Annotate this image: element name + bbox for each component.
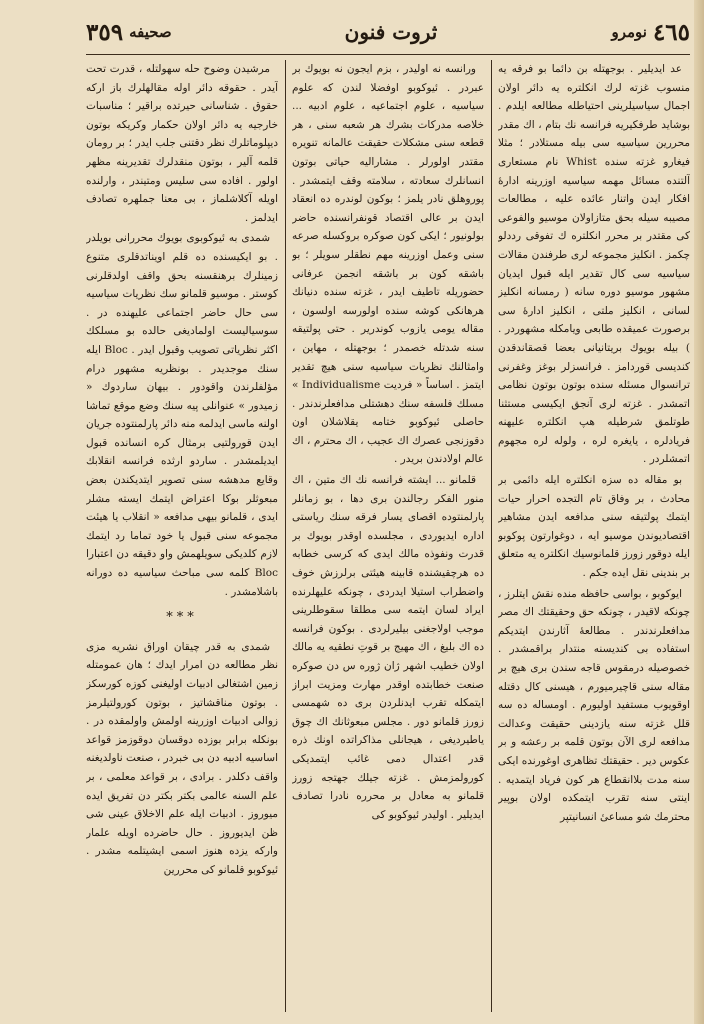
paragraph: شمدى به قدر چيقان اوراق نشريه مزى نظر مطالعه دن امرار ايدك ؛ هان عمومتله زمين اشتغالى ادبيات اوليغنى كوزه كورسكز . بوتون مناقشاتيز ، بوتون كورولتيلرمز زوالى ادبيات اوزرينه اولمش واولمقده در . بونكله برابر بوزده دوقسان دوقوزمز قواعد اساسيه ادبيه دن بى خبردر ، صنعت ناولديغنه واقف دكلدر . برادى ، بر قواعد معلمى ، بر علم السنه عالمى بكتر بكتر دن تفريق ايده ميوروز . ادبيات ايله علم الاخلاق عينى شى ظن ايديوروز . حال حاضرده اويله علمار واركه يزده هنوز اسمى ايشيتلمه مشدر . ئيوكوبو قلمانو كى محررين xyxy=(86,640,278,876)
column-divider xyxy=(491,60,492,1012)
page-number-box xyxy=(86,12,256,52)
page-header xyxy=(86,12,690,55)
paragraph: شمدى به ئيوكوبوى بويوك محررانى بويلدر . بو ايكيسنده ده قلم اويناتدقلرى متنوع زمينلرك برهنقسنه بحق واقف اولدقلرنى كوستر . موسيو قلمانو سك نظريات سياسيه سى حال حاضر اجتماعى عليهنده در . سوسياليست اولماديغى حالده بو مسلكك اكثر نظرياتى تصويب وقبول ايدر . Bloc ايله سنك موجديدر . بونظريه مشهور درام مؤلفلرندن واقودور . بيهان ساردوك « زميدور » عنوانلى پيه سنك وضع موقع تماشا اولنه ماسى ايدلمه منه دائر پارلمنتوده جريان ايدن قورولتيى برمثال كره انسانده قبول ايديلمشدر . ساردو ارثده فرانسه انقلابك وقايع مدهشه سنى تصوير ايتديكندن بعض مبعوثلر بوكا اعتراض ايتمك ايسته مشلر ايدى ، قلمانو بيهى مدافعه « انقلاب يا هيئت مجموعه سنى قبول يا خود تماما رد ايتمك لازم كلديكى سويلهمش واو دقيقه دن اعتبارا Bloc كلمه سى مباحث سياسيه ده دورانه باشلامشدر . xyxy=(86,232,278,598)
page-label: صحيفه xyxy=(129,23,172,41)
column-left xyxy=(86,60,278,1012)
paragraph: ورانسه نه اوليدر ، بزم ايجون نه بويوك بر عبردر . ئيوكوبو اوفضلا لندن كه علوم سياسيه ، علوم اجتماعيه ، علوم ادبيه ... خلاصه مدركات بشرك هر شعبه سنى ، هر قطعه سنى مشكلات حقيقت عالمانه تنويره مقتدر اولورلر . مشاراليه حياتى بوتون انسانلرك سعادته ، سلامته وقف ايتمشدر . پوروهلق نادر يلمز ؛ بوكون لوندره ده انعقاد ايدن بر عالى اقتصاد قونفرانسنده حاضر بولونيور ؛ ايكى كون صوكره بروكسله صرعه سنى وعمل اوزرينه مهم نطقلر سويلر ؛ بو باشقه كون بر باشقه انجمن عرفانى حضوريله تاطيف ايدر ، غزته سنده دنيانك هرهانكى كوشه سنده اولورسه اولسون ، مقاله يومى يازوب كوندرير . حتى پولتيقه سنه شدتله خصمدر ؛ بوجهتله ، مهاين ، وامثالنك نظريات سياسيه سنى هيچ تقدير ايتمز . اساساً « فرديت Individualisme » مسلك فلسفه سنك دهشتلى مدافعلرندندر . حاصلى ئيوكوبو ختامه يقلاشلان اون دقوزنجى عصرك اك عجيب ، اك محترم ، اك عالم اولادندن بريدر . xyxy=(292,63,484,466)
paragraph: ايوكوبو ، بواسى حافظه منده نقش ايتلرز ، چونكه لاقيدر ، چونكه حق وحقيقتك اك مصر مدافعلرندندر . مطالعهٔ آثارندن ايتديكم استفاده بى كنديسنه منتدار براقمشدر . خصوصيله درمقوس قاجه سندن برى هيچ بر مقاله سنى قاچيرميورم ، هيسنى كال دقتله اوقويوب مستفيد اوليورم . اومساله ده سه قلل غزته سنه يازدينى حقيقت وعدالت مدافعه لرى الآن بوتون قلمه بر رعشه و بر عكوس دير . حقيقتك تظاهرى اوغورنده ايكى سنه مدت بلاانقطاع هر كون فرياد ايتمديه . اينتى سنه تقرب ايتمكده اولان بوپير محترمك شو مساعىٔ انسانيتپر xyxy=(498,587,690,823)
column-right xyxy=(498,60,690,1012)
section-separator: *** xyxy=(166,610,198,626)
journal-title: ثروت فنون xyxy=(344,20,438,44)
paragraph: مرشيدن وضوح حله سهولتله ، قدرت تحت آيدر . حقوقه دائر اوله مقالهلرك باز اركه حقوق . شناسانى حيرتده براقير ؛ مناسبات خارجيه يه دائر اولان حكمار وكريكه بوتون ديپلوماتلرك نظر دقتنى جلب ايدر ؛ بر رومان قلمه آلير ، بوتون منقدلرك تقديرينه مظهر اولور . افاده سى سليس ومتيندر ، وارلنده اويله آكلاشلماز ، بى معنا جملهره تصادف ايدلمز . xyxy=(86,63,278,224)
article-body xyxy=(86,60,690,1012)
issue-number-box xyxy=(520,12,690,52)
page-edge xyxy=(694,0,704,1024)
issue-number: ٤٦٥ xyxy=(652,18,690,46)
issue-label: نومرو xyxy=(611,23,647,41)
paragraph: قلمانو ... ايشته فرانسه نك اك متين ، اك منور الفكر رجالندن برى دها ، بو زمانلر پارلمنتوده اقصاى يسار فرقه سنك رياستى اداره ايديوردى ، مجلسده اوقدر بويوك بر قدرت ونفوذه مالك ايدى كه كرسى خطابه ده هرچقيشنده قابينه هيئتى برلرزش خوف واضطراب استيلا ايدردى ، چونكه عليهلرنده ايراد لسان ايتمه سى مطلقا سقوطلرينى موجب اولاجغنى بيليرلردى . بوكون فرانسه ده اك بليغ ، اك مهيج بر قوتِ نطقيه يه مالك اولان خطيب اشهر ژان ژوره س دن صوكره صنعت خطابتده اوقدر مهارت ومزيت ابراز ايتمكله تقرب ايدنلردن برى ده شهمسى زورز قلمانو دور . مجلس مبعوثانك اك چوق ياطيرديغى ، هيجانلى مذاكراتده اونك ذره قدر اعتدال دمى غائب ايتمديكى كورولمزمش . غزته جيلك جهتجه زورز قلمانو به معادل بر محرره نادرا تصادف ايديلير . اوليدر ئيوكوبو كى xyxy=(292,474,484,821)
column-divider xyxy=(285,60,286,1012)
column-middle xyxy=(292,60,484,1012)
paragraph: عد ايديلير . بوجهتله بن دائما بو فرقه يه منسوب غزته لرك انكلتره يه دائر اولان اجمال سياسيلرينى احتياطله مطالعه ايلدم . بوشايد طرفكيريه فرانسه نك بتام ، اك مقدر محررين سياسيه سى بيله مستلادر ؛ مثلا فيغارو غزته سنده Whist نام مستعارى آلتنده مسائل مهمه سياسيه اوزرينه ادارهٔ افكار ايدن واتنار عائده عليه ، مطالعات مصيبه سيله بحق متازاولان موسيو والفوعى كى مقتدر بر محرر انكلتره ك تفوقى رددلو چكمز . انكليز مجموعه لرى طرفندن مقالات سياسيه سى كال تقدير ايله قبول ايديان مشهور موسيو دوره سانه ( رمسانه انكليز لسانى ، انكليز ملتى ، انكليز ادارهٔ سى برصورت عميقده طابعى ويامكله مشهوردر . ) بيله بويوك بريتانيانى بعضا قصقاندقدن كنديسى قوردامز . فرانسزلر بوغز وغفرنى ترانسوال مسئله سنده بوتون بوتون نظامى اتمشدر . غزته لرى آنجق ايكيسى مستثنا طوتلمق شرطيله هپ انكلتره عليهنه فريادلره ، يايغره لره ، ولوله لره مجهوم اتمشلردر . xyxy=(498,63,690,466)
page-number: ٣٥٩ xyxy=(86,18,124,46)
journal-title-box xyxy=(306,12,476,52)
paragraph: بو مقاله ده سزه انكلتره ايله دائمى بر محادث ، بر وفاق تام التجده احرار حيات ايتمك پولتيقه سنى مدافعه ايدن مشاهير اقتصاديوندن موسيو ايه ، دوغوارتون پوكوبو ايله دوقور زورز قلمانوسيك انكلتره يه متعلق بر بندينى نقل ايده جكم . xyxy=(498,474,690,580)
